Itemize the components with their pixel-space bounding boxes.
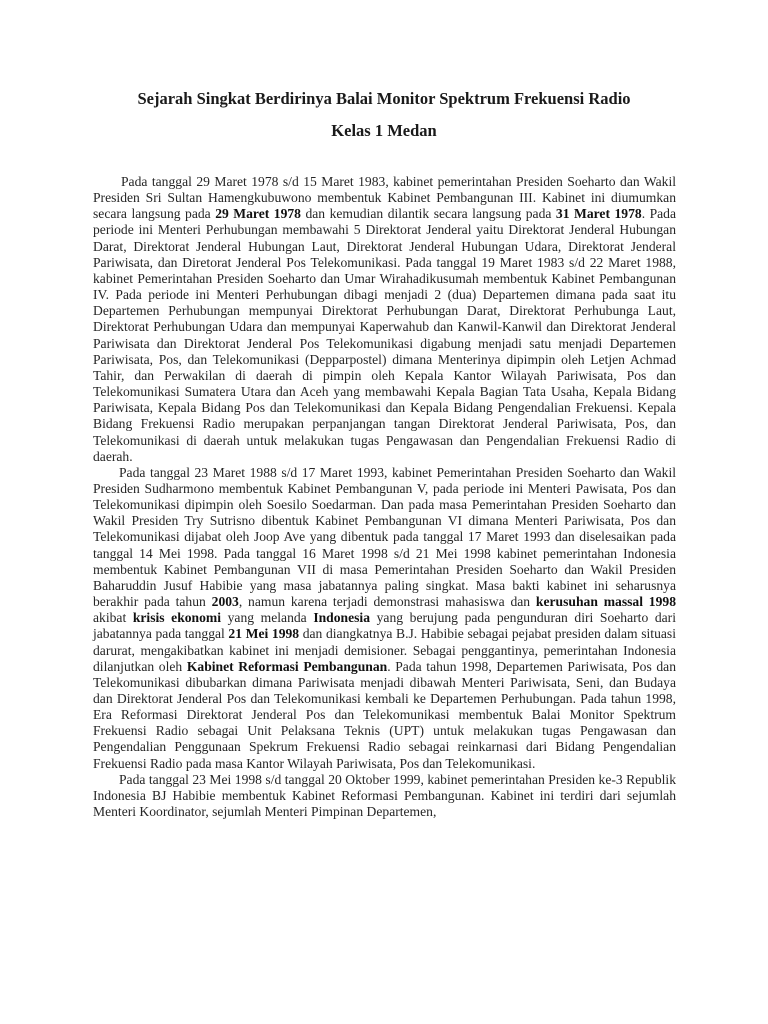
paragraph-2: Pada tanggal 23 Maret 1988 s/d 17 Maret 1993, kabinet Pemerintahan Presiden Soeharto dan Wakil Presiden Sudharmono membentuk Kabinet Pembangunan V, pada periode ini Menteri Pawisata, Pos dan Telekomunikasi dipimpin oleh Soesilo Soedarman. Dan pada masa Pemerintahan Presiden Soeharto dan Wakil Presiden Try Sutrisno dibentuk Kabinet Pembangunan VI dimana Menteri Pariwisata, Pos dan Telekomunikasi dijabat oleh Joop Ave yang dibentuk pada tanggal 17 Maret 1993 dan diselesaikan pada tanggal 14 Mei 1998. Pada tanggal 16 Maret 1998 s/d 21 Mei 1998 kabinet pemerintahan Indonesia membentuk Kabinet Pembangunan VII di masa Pemerintahan Presiden Soeharto dan Wakil Presiden Baharuddin Jusuf Habibie yang masa jabatannya paling singkat. Masa bakti kabinet ini seharusnya berakhir pada tahun 2003, namun karena terjadi demonstrasi mahasiswa dan kerusuhan massal 1998 akibat krisis ekonomi yang melanda Indonesia yang berujung pada pengunduran diri Soeharto dari jabatannya pada tanggal 21 Mei 1998 dan diangkatnya B.J. Habibie sebagai pejabat presiden dalam situasi darurat, mengakibatkan kabinet ini menjadi demisioner. Sebagai penggantinya, pemerintahan Indonesia dilanjutkan oleh Kabinet Reformasi Pembangunan. Pada tahun 1998, Departemen Pariwisata, Pos dan Telekomunikasi dibubarkan dimana Pariwisata menjadi dibawah Menteri Pariwisata, Seni, dan Budaya dan Direktorat Jenderal Pos dan Telekomunikasi kembali ke Departemen Perhubungan. Pada tahun 1998, Era Reformasi Direktorat Jenderal Pos dan Telekomunikasi membentuk Balai Monitor Spektrum Frekuensi Radio sebagai Unit Pelaksana Teknis (UPT) untuk melakukan tugas Pengawasan dan Pengendalian Penggunaan Spekrum Frekuensi Radio sebagai reinkarnasi dari Bidang Pengendalian Frekuensi Radio pada masa Kantor Wilayah Pariwisata, Pos dan Telekomunikasi. <box>93 464 676 771</box>
bold-date-29-maret-1978: 29 Maret 1978 <box>215 206 301 222</box>
document-subtitle: Kelas 1 Medan <box>331 121 437 140</box>
bold-year-2003: 2003 <box>211 594 239 610</box>
paragraph-1: Pada tanggal 29 Maret 1978 s/d 15 Maret 1983, kabinet pemerintahan Presiden Soeharto dan Wakil Presiden Sri Sultan Hamengkubuwono membentuk Kabinet Pembangunan III. Kabinet ini diumumkan secara langsung pada 29 Maret 1978 dan kemudian dilantik secara langsung pada 31 Maret 1978. Pada periode ini Menteri Perhubungan membawahi 5 Direktorat Jenderal yaitu Direktorat Jenderal Hubungan Darat, Direktorat Jenderal Hubungan Laut, Direktorat Jenderal Hubungan Udara, Direktorat Jenderal Pariwisata, dan Diretorat Jenderal Pos Telekomunikasi. Pada tanggal 19 Maret 1983 s/d 22 Maret 1988, kabinet Pemerintahan Presiden Soeharto dan Umar Wirahadikusumah membentuk Kabinet Pembangunan IV. Pada periode ini Menteri Perhubungan dibagi menjadi 2 (dua) Departemen dimana pada saat itu Departemen Perhubungan mempunyai Direktorat Perhubungan Darat, Direktorat Perhubunga Laut, Direktorat Perhubungan Udara dan mempunyai Kaperwahub dan Kanwil-Kanwil dan Direktorat Jenderal Pariwisata dan Direktorat Jenderal Pos Telekomunikasi digabung menjadi satu menjadi Departemen Pariwisata, Pos, dan Telekomunikasi (Depparpostel) dimana Menterinya dipimpin oleh Letjen Achmad Tahir, dan Perwakilan di daerah di pimpin oleh Kepala Kantor Wilayah Pariwisata, Pos dan Telekomunikasi Sumatera Utara dan Aceh yang membawahi Kepala Bagian Tata Usaha, Kepala Bidang Pariwisata, Kepala Bidang Pos dan Telekomunikasi dan Kepala Bidang Pengendalian Frekuensi. Kepala Bidang Frekuensi Radio merupakan perpanjangan tangan Direktorat Jenderal Pariwisata, Pos, dan Telekomunikasi di daerah untuk melakukan tugas Pengawasan dan Pengendalian Frekuensi Radio di daerah. <box>93 174 677 464</box>
paragraph-3: Pada tanggal 23 Mei 1998 s/d tanggal 20 Oktober 1999, kabinet pemerintahan Presiden ke-3 Republik Indonesia BJ Habibie membentuk Kabinet Reformasi Pembangunan. Kabinet ini terdiri dari sejumlah Menteri Koordinator, sejumlah Menteri Pimpinan Departemen, <box>93 771 676 820</box>
bold-kerusuhan-massal: kerusuhan massal 1998 <box>535 594 676 610</box>
document-title: Sejarah Singkat Berdirinya Balai Monitor Spektrum Frekuensi Radio <box>137 89 631 108</box>
bold-date-21-mei-1998: 21 Mei 1998 <box>228 626 300 642</box>
document-body <box>93 174 676 820</box>
bold-krisis-ekonomi: krisis ekonomi <box>132 610 222 626</box>
bold-date-31-maret-1978: 31 Maret 1978 <box>555 206 642 222</box>
bold-indonesia: Indonesia <box>313 610 370 626</box>
bold-kabinet-reformasi: Kabinet Reformasi Pembangunan <box>186 658 388 674</box>
